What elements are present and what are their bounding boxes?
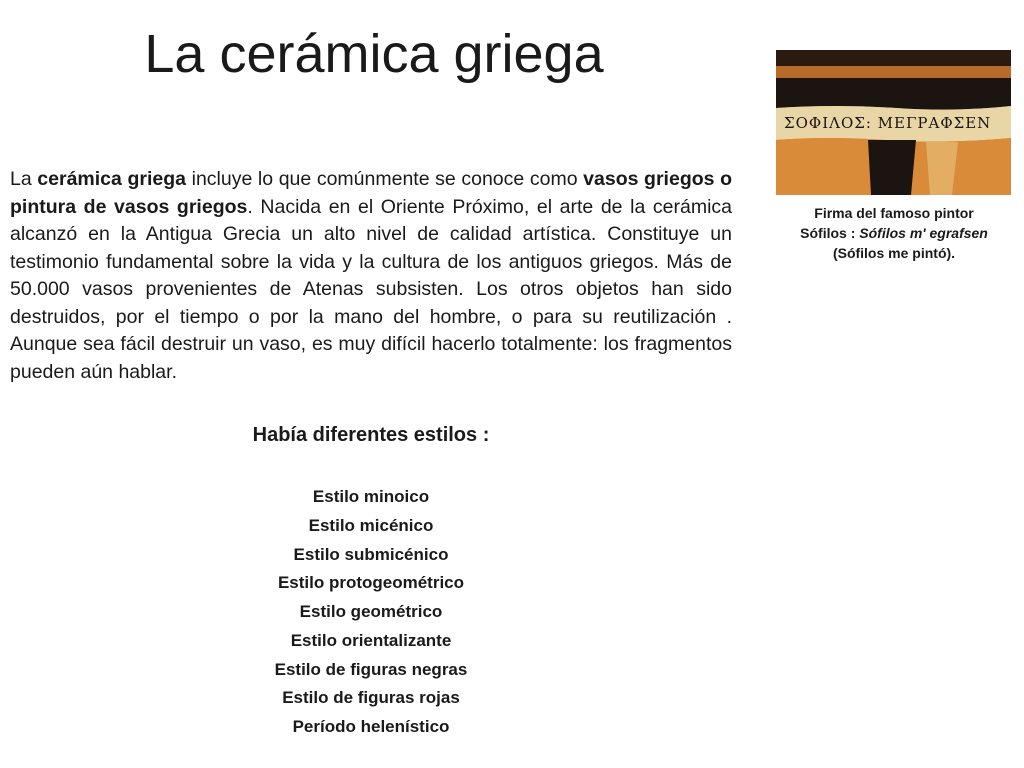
caption-line-2-prefix: Sófilos : xyxy=(800,225,860,241)
list-item: Estilo micénico xyxy=(308,515,434,535)
intro-bold-1: cerámica griega xyxy=(37,168,186,190)
vase-signature-image xyxy=(776,50,1011,195)
upper-ochre-band xyxy=(776,66,1011,78)
styles-list xyxy=(10,483,732,742)
page-title: La cerámica griega xyxy=(144,24,604,84)
signature-inscription: ΣΟΦΙΛΟΣ: ΜΕΓΡΑΦΣΕΝ xyxy=(784,114,992,132)
list-item: Estilo protogeométrico xyxy=(277,573,465,593)
caption-line-1: Firma del famoso pintor xyxy=(814,205,974,221)
list-item: Estilo orientalizante xyxy=(290,630,452,650)
list-item: Estilo de figuras rojas xyxy=(282,688,460,708)
list-item: Estilo geométrico xyxy=(299,602,443,621)
vase-fragment-illustration xyxy=(776,50,1011,195)
lower-black-figure xyxy=(868,140,916,195)
list-item: Estilo de figuras negras xyxy=(274,659,468,679)
intro-text-3: . Nacida en el Oriente Próximo, el arte de la cerámica alcanzó en la Antigua Grecia un alto nivel de calidad artística. Constituye un testimonio fundamental sobre la vida y la cultura de los antiguos griegos. Más de 50.000 vasos provenientes de Atenas subsisten. Los otros objetos han sido destruidos, por el tiempo o por la mano del hombre, o para su reutilización . Aunque sea fácil destruir un vaso, es muy difícil hacerlo totalmente: los fragmentos pueden aún hablar. xyxy=(10,195,733,383)
caption-line-2-italic: Sófilos m' egrafsen xyxy=(859,225,988,241)
styles-heading: Había diferentes estilos : xyxy=(252,424,490,446)
list-item: Estilo submicénico xyxy=(293,544,449,564)
image-caption xyxy=(772,203,1016,263)
black-glaze-band xyxy=(776,78,1011,110)
list-item: Período helenístico xyxy=(292,717,450,736)
caption-line-3: (Sófilos me pintó). xyxy=(832,245,956,261)
top-glaze-band xyxy=(776,50,1011,66)
list-item: Estilo minoico xyxy=(312,487,430,506)
intro-bold-2: vasos griegos o pintura de vasos griegos xyxy=(10,168,733,218)
intro-text-2: incluye lo que comúnmente se conoce como xyxy=(186,168,584,190)
intro-paragraph xyxy=(10,166,732,386)
intro-text-1: La xyxy=(10,168,38,190)
